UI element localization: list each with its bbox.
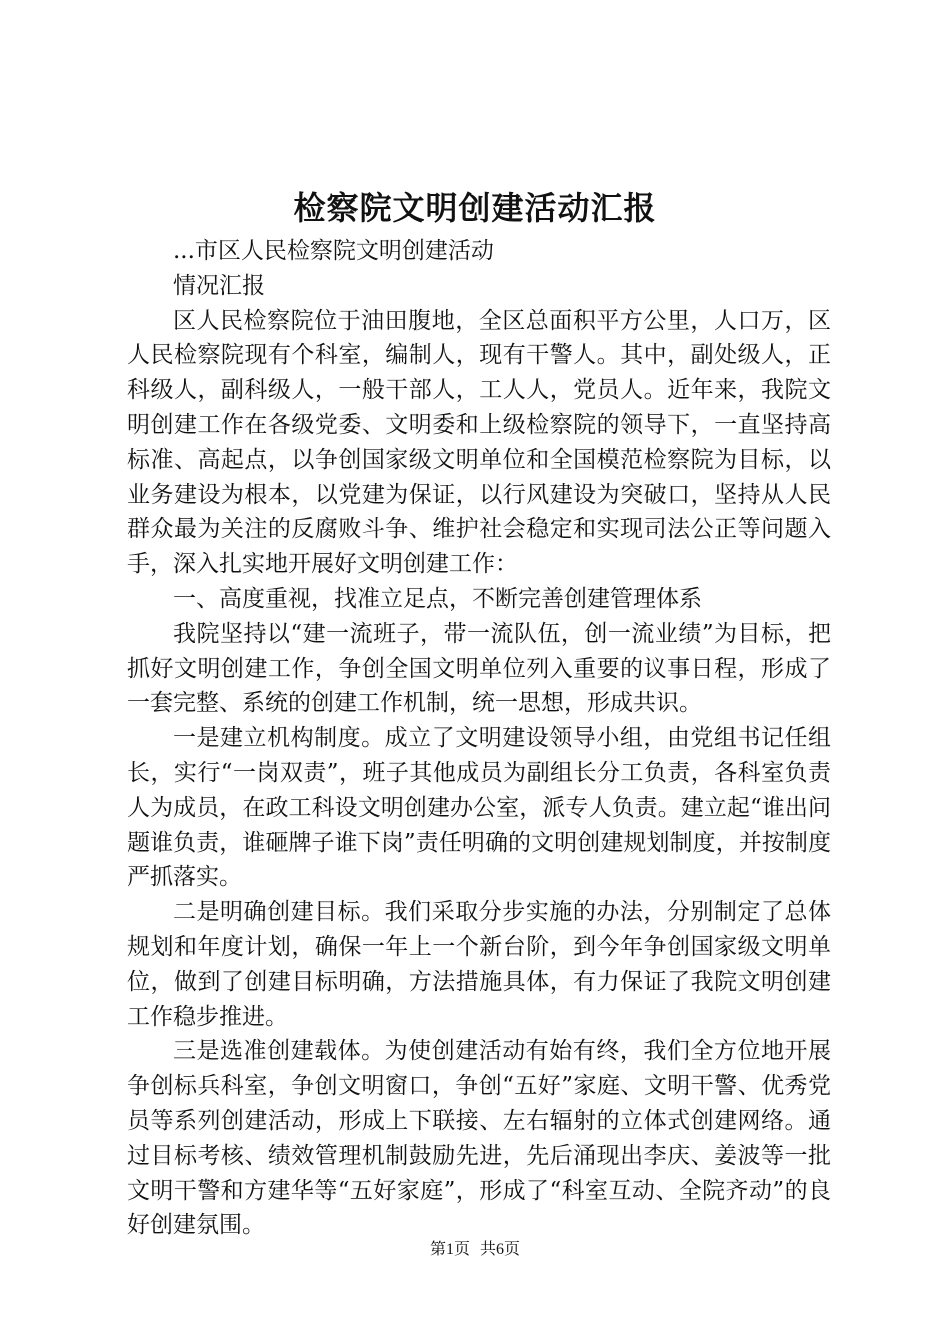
- page-footer: [0, 1238, 950, 1262]
- paragraph: 一是建立机构制度。成立了文明建设领导小组，由党组书记任组长，实行“一岗双责”，班子其他成员为副组长分工负责，各科室负责人为成员，在政工科设文明创建办公室，派专人负责。建立起“谁出问题谁负责，谁砸牌子谁下岗”责任明确的文明创建规划制度，并按制度严抓落实。: [127, 725, 831, 891]
- paragraph-subtitle-2: 情况汇报: [173, 272, 265, 299]
- document-title: 检察院文明创建活动汇报: [293, 189, 657, 227]
- paragraph: 三是选准创建载体。为使创建活动有始有终，我们全方位地开展争创标兵科室，争创文明窗口，争创“五好”家庭、文明干警、优秀党员等系列创建活动，形成上下联接、左右辐射的立体式创建网络。通过目标考核、绩效管理机制鼓励先进，先后涌现出李庆、姜波等一批文明干警和方建华等“五好家庭”，形成了“科室互动、全院齐动”的良好创建氛围。: [127, 1038, 831, 1239]
- page-number: 第1页: [429, 1241, 470, 1258]
- paragraph-subtitle: ...市区人民检察院文明创建活动: [173, 238, 494, 264]
- paragraph: 区人民检察院位于油田腹地，全区总面积平方公里，人口万，区人民检察院现有个科室，编制人，现有干警人。其中，副处级人，正科级人，副科级人，一般干部人，工人人，党员人。近年来，我院文明创建工作在各级党委、文明委和上级检察院的领导下，一直坚持高标准、高起点，以争创国家级文明单位和全国模范检察院为目标，以业务建设为根本，以党建为保证，以行风建设为突破口，坚持从人民群众最为关注的反腐败斗争、维护社会稳定和实现司法公正等问题入手，深入扎实地开展好文明创建工作：: [127, 307, 831, 578]
- section-heading: 一、高度重视，找准立足点，不断完善创建管理体系: [173, 585, 702, 612]
- paragraph: 二是明确创建目标。我们采取分步实施的办法，分别制定了总体规划和年度计划，确保一年上一个新台阶，到今年争创国家级文明单位，做到了创建目标明确，方法措施具体，有力保证了我院文明创建工作稳步推进。: [127, 899, 831, 1030]
- document-body: [127, 234, 831, 1243]
- page-total: 共6页: [480, 1241, 521, 1258]
- paragraph: 我院坚持以“建一流班子，带一流队伍，创一流业绩”为目标，把抓好文明创建工作，争创全国文明单位列入重要的议事日程，形成了一套完整、系统的创建工作机制，统一思想，形成共识。: [127, 620, 831, 717]
